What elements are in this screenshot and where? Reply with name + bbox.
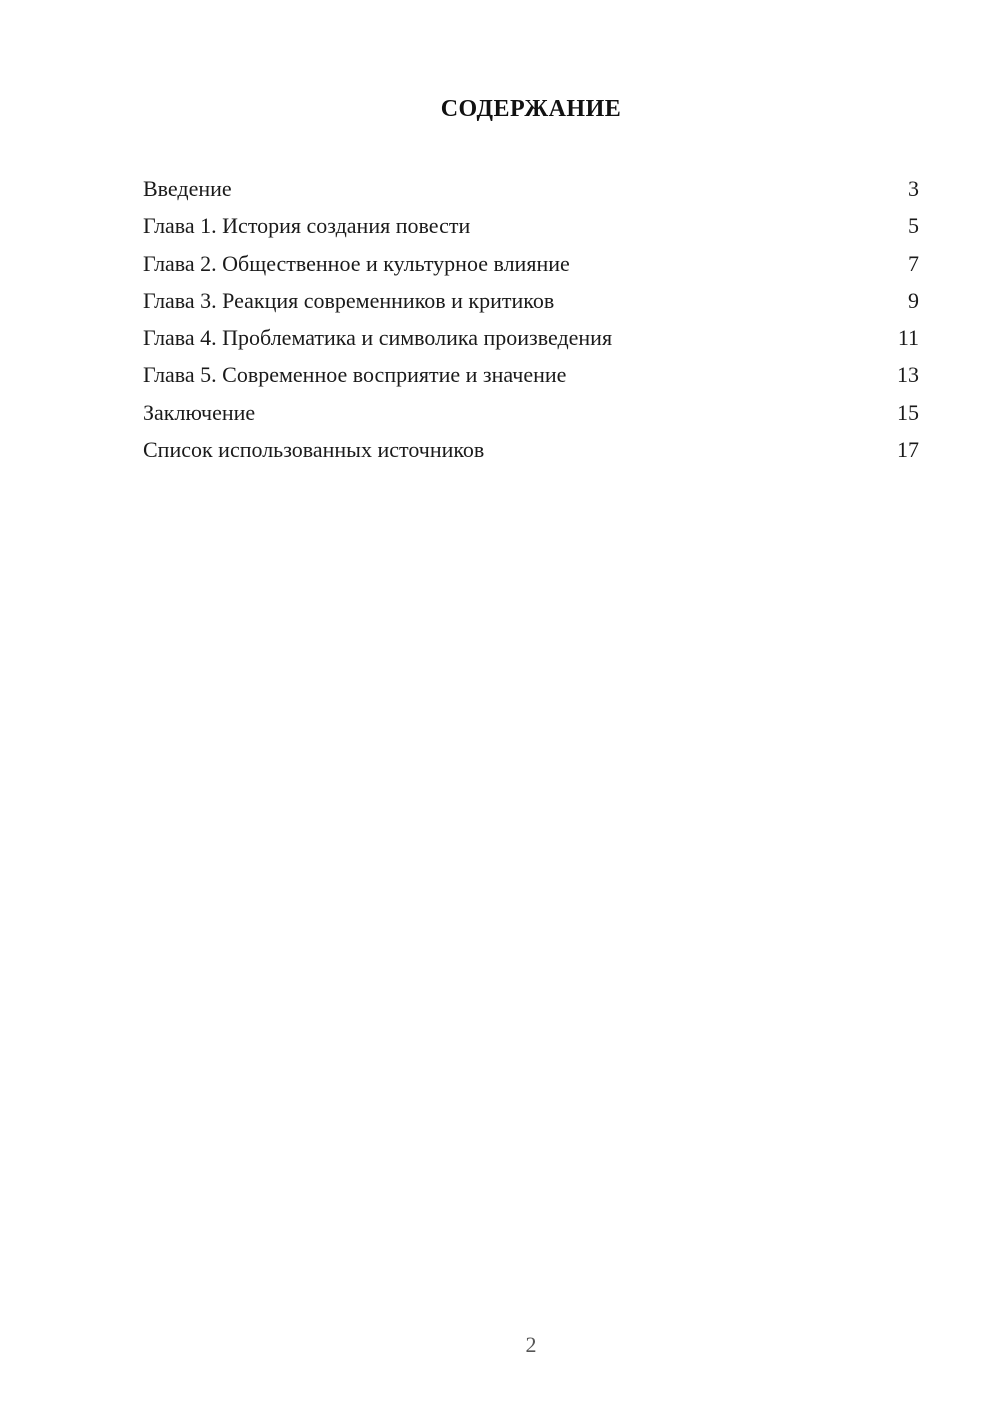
toc-entry-page-number: 11 bbox=[897, 325, 919, 351]
footer-page-number: 2 bbox=[525, 1332, 537, 1357]
toc-entry-label: Глава 5. Современное восприятие и значение bbox=[143, 362, 567, 388]
toc-entry-page-number: 13 bbox=[897, 362, 919, 388]
toc-entry bbox=[143, 170, 919, 207]
toc-entry-label: Глава 3. Реакция современников и критиков bbox=[143, 287, 555, 313]
toc-entry bbox=[143, 282, 919, 319]
toc-entry-page-number: 3 bbox=[908, 176, 919, 201]
toc-entry-label: Глава 1. История создания повести bbox=[143, 213, 471, 239]
toc-entry-label: Список использованных источников bbox=[143, 437, 485, 463]
page-title: СОДЕРЖАНИЕ bbox=[440, 96, 622, 122]
content-block bbox=[143, 95, 919, 468]
toc-list bbox=[143, 170, 919, 468]
toc-entry-page-number: 9 bbox=[908, 287, 919, 313]
toc-entry-page-number: 17 bbox=[897, 437, 919, 463]
toc-entry-label: Заключение bbox=[143, 399, 256, 425]
toc-entry bbox=[143, 394, 919, 431]
toc-entry-label: Введение bbox=[143, 176, 232, 201]
toc-entry bbox=[143, 356, 919, 393]
toc-entry bbox=[143, 245, 919, 282]
toc-entry bbox=[143, 431, 919, 468]
toc-entry-page-number: 5 bbox=[908, 213, 919, 239]
toc-entry bbox=[143, 207, 919, 244]
toc-entry-label: Глава 4. Проблематика и символика произведения bbox=[143, 325, 613, 351]
toc-entry-page-number: 7 bbox=[908, 250, 919, 276]
toc-entry bbox=[143, 319, 919, 356]
toc-entry-label: Глава 2. Общественное и культурное влияние bbox=[143, 250, 570, 276]
toc-entry-page-number: 15 bbox=[897, 399, 919, 425]
